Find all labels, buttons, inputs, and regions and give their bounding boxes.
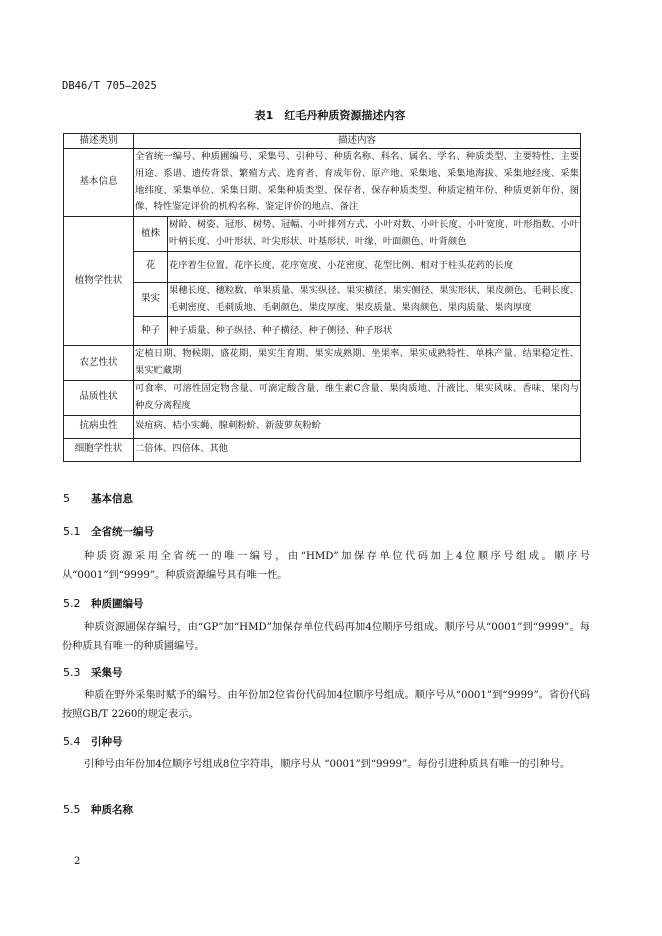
table-row [64, 317, 581, 346]
content-cell: 树龄、树姿、冠形、树势、冠幅、小叶排列方式、小叶对数、小叶长度、小叶宽度、叶形指数、小叶叶柄长度、小叶形状、叶尖形状、叶基形状、叶缘、叶面颜色、叶背颜色 [168, 217, 581, 252]
section-title: 基本信息 [91, 493, 133, 505]
table-row [64, 251, 581, 282]
table-row [64, 282, 581, 317]
category-cell: 基本信息 [64, 149, 134, 217]
section-number: 5.2 [63, 597, 81, 610]
content-cell: 种子质量、种子纵径、种子横径、种子侧径、种子形状 [168, 317, 581, 346]
table-row [64, 217, 581, 252]
section-heading [63, 524, 154, 539]
page-number: 2 [74, 856, 81, 867]
category-cell: 农艺性状 [64, 346, 134, 381]
section-title: 种质圃编号 [91, 598, 144, 610]
category-cell: 品质性状 [64, 380, 134, 415]
section-number: 5.5 [63, 803, 81, 816]
category-cell: 植物学性状 [64, 217, 134, 346]
content-cell: 果穗长度、穗粒数、单果质量、果实纵径、果实横径、果实侧径、果实形状、果皮颜色、毛刺长度、毛刺密度、毛刺质地、毛刺颜色、果皮厚度、果皮质量、果肉颜色、果肉质量、果肉厚度 [168, 282, 581, 317]
category-cell: 抗病虫性 [64, 415, 134, 438]
column-header: 描述类别 [64, 134, 134, 149]
standard-number: DB46/T 705—2025 [62, 80, 157, 92]
description-table [63, 133, 581, 462]
subcategory-cell: 花 [134, 251, 168, 282]
subcategory-cell: 种子 [134, 317, 168, 346]
section-paragraph: 引种号由年份加4位顺序号组成8位字符串，顺序号从 “0001”到“9999”。每份引进种质具有唯一的引种号。 [84, 759, 571, 770]
section-title: 全省统一编号 [91, 526, 154, 538]
subcategory-cell: 果实 [134, 282, 168, 317]
section-paragraph: 种质资源采用全省统一的唯一编号，由“HMD”加保存单位代码加上4位顺序号组成。顺序号从“0001”到“9999”。种质资源编号具有唯一性。 [62, 551, 590, 581]
subcategory-cell: 植株 [134, 217, 168, 252]
table-row [64, 380, 581, 415]
section-number: 5 [63, 492, 70, 505]
section-paragraph: 种质资源圃保存编号，由“GP”加“HMD”加保存单位代码再加4位顺序号组成。顺序号从“0001”到“9999”。每份种质具有唯一的种质圃编号。 [62, 622, 590, 652]
section-paragraph: 种质在野外采集时赋予的编号。由年份加2位省份代码加4位顺序号组成。顺序号从“0001”到“9999”。省份代码按照GB/T 2260的规定表示。 [62, 690, 590, 720]
content-cell: 全省统一编号、种质圃编号、采集号、引种号、种质名称、科名、属名、学名、种质类型、主要特性、主要用途、系谱、遗传背景、繁殖方式、选育者、育成年份、原产地、采集地、采集地海拔、采集地经度、采集地纬度、采集单位、采集日期、采集种质类型、保存者、保存种质类型、种质定植年份、种质更新年份、图像、特性鉴定评价的机构名称、鉴定评价的地点、备注 [134, 149, 581, 217]
content-cell: 花序着生位置、花序长度、花序宽度、小花密度、花型比例、相对于柱头花药的长度 [168, 251, 581, 282]
section-title: 种质名称 [91, 804, 133, 816]
table-header-row [64, 134, 581, 149]
table-row [64, 346, 581, 381]
content-cell: 炭疽病、桔小实蝇、腺刺粉蚧、新菠萝灰粉蚧 [134, 415, 581, 438]
table-row [64, 438, 581, 461]
section-heading [63, 491, 133, 506]
section-number: 5.4 [63, 735, 81, 748]
section-heading [63, 665, 123, 680]
table-row [64, 149, 581, 217]
section-number: 5.1 [63, 525, 81, 538]
content-cell: 可食率、可溶性固定物含量、可滴定酸含量、维生素C含量、果肉质地、汁液比、果实风味、香味、果肉与种皮分离程度 [134, 380, 581, 415]
table-title: 表1 红毛丹种质资源描述内容 [254, 109, 406, 122]
section-title: 引种号 [91, 736, 123, 748]
section-title: 采集号 [91, 667, 123, 679]
content-cell: 二倍体、四倍体、其他 [134, 438, 581, 461]
section-heading [63, 802, 133, 817]
column-header: 描述内容 [134, 134, 581, 149]
table-row [64, 415, 581, 438]
section-heading [63, 596, 144, 611]
section-number: 5.3 [63, 666, 81, 679]
section-heading [63, 734, 123, 749]
content-cell: 定植日期、物候期、盛花期、果实生育期、果实成熟期、坐果率、果实成熟特性、单株产量、结果稳定性、果实贮藏期 [134, 346, 581, 381]
category-cell: 细胞学性状 [64, 438, 134, 461]
